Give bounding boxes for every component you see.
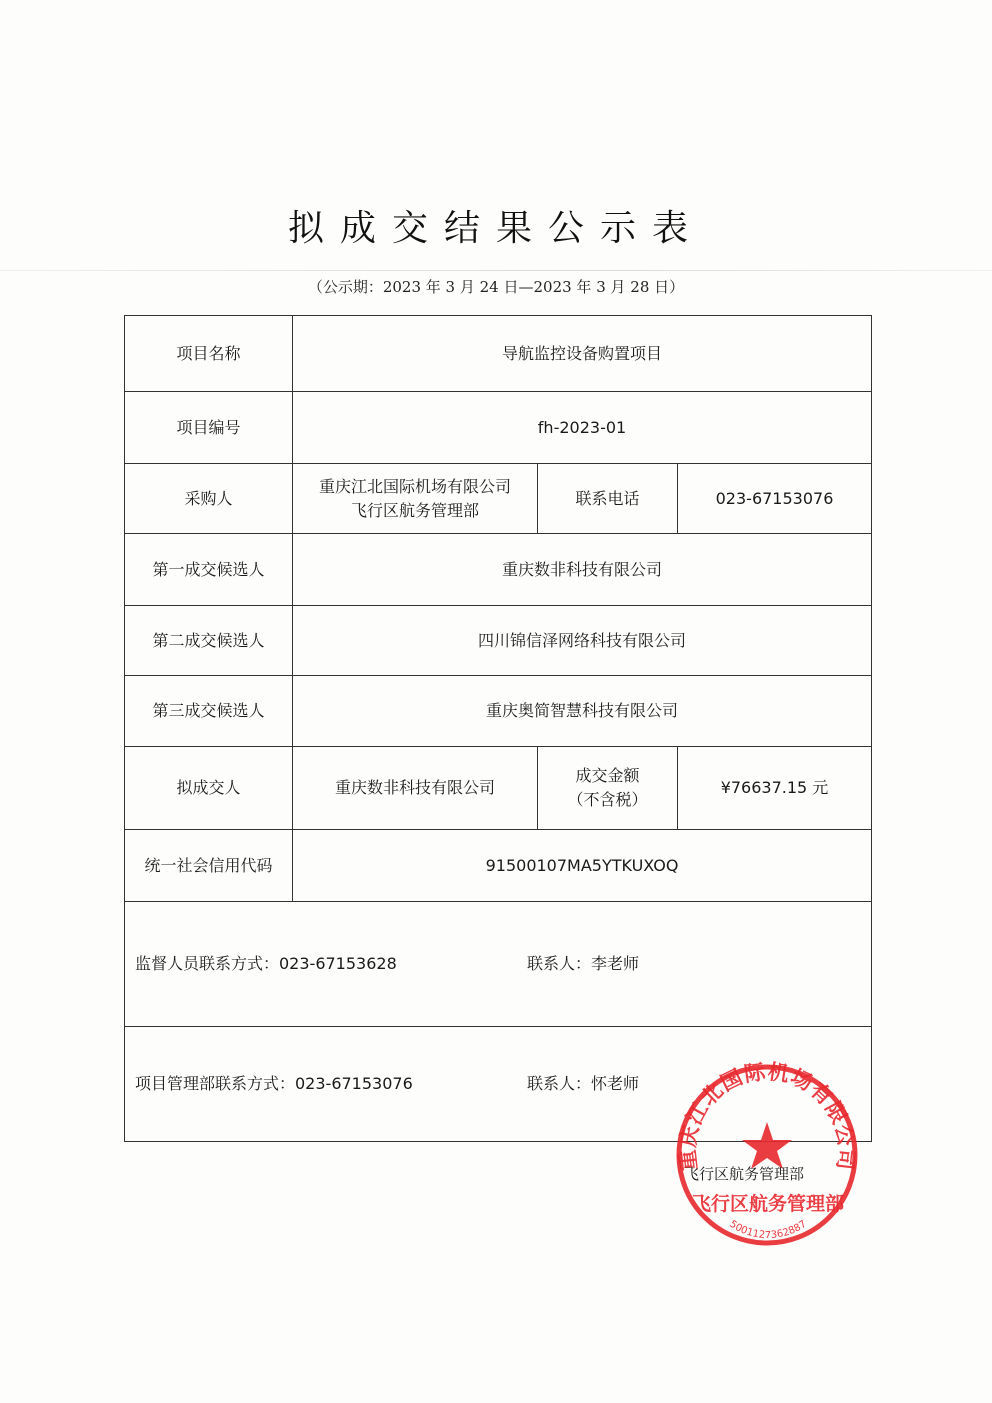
table-row xyxy=(125,464,872,534)
table-row xyxy=(125,747,872,830)
buyer-line-2: 飞行区航务管理部 xyxy=(350,500,479,520)
mgmt-contact: 项目管理部联系方式：023-67153076 xyxy=(135,1074,413,1093)
seal-center-text: 飞行区航务管理部 xyxy=(691,1193,845,1215)
table-row xyxy=(125,676,872,747)
credit-code-label: 统一社会信用代码 xyxy=(125,830,293,902)
candidate2-value: 四川锦信泽网络科技有限公司 xyxy=(293,606,872,676)
project-name-label: 项目名称 xyxy=(125,316,293,392)
credit-code-value: 91500107MA5YTKUXOQ xyxy=(293,830,872,902)
table-row xyxy=(125,316,872,392)
table-row xyxy=(125,830,872,902)
phone-value: 023-67153076 xyxy=(678,464,872,534)
buyer-label: 采购人 xyxy=(125,464,293,534)
table-row xyxy=(125,606,872,676)
amount-label xyxy=(538,747,678,830)
supervisor-contact-cell xyxy=(125,902,872,1027)
official-seal xyxy=(672,1060,862,1250)
mgmt-person: 联系人：怀老师 xyxy=(527,1074,640,1093)
candidate3-label: 第三成交候选人 xyxy=(125,676,293,747)
candidate1-value: 重庆数非科技有限公司 xyxy=(293,534,872,606)
winner-value: 重庆数非科技有限公司 xyxy=(293,747,538,830)
project-name-value: 导航监控设备购置项目 xyxy=(293,316,872,392)
supervisor-contact: 监督人员联系方式：023-67153628 xyxy=(135,954,397,973)
supervisor-contact-line xyxy=(135,952,865,976)
candidate3-value: 重庆奥简智慧科技有限公司 xyxy=(293,676,872,747)
supervisor-person: 联系人：李老师 xyxy=(527,954,640,973)
seal-arc-text: 重庆江北国际机场有限公司 xyxy=(675,1060,859,1173)
project-no-value: fh-2023-01 xyxy=(293,392,872,464)
candidate1-label: 第一成交候选人 xyxy=(125,534,293,606)
star-icon xyxy=(742,1122,792,1169)
buyer-line-1: 重庆江北国际机场有限公司 xyxy=(318,476,511,496)
scan-line xyxy=(0,270,992,271)
publicity-period: （公示期：2023 年 3 月 24 日—2023 年 3 月 28 日） xyxy=(307,278,685,296)
table-row xyxy=(125,392,872,464)
amount-label-line-2: （不含税） xyxy=(567,790,648,809)
document-title: 拟成交结果公示表 xyxy=(287,208,704,249)
department-name-text: 飞行区航务管理部 xyxy=(684,1165,805,1183)
phone-label: 联系电话 xyxy=(538,464,678,534)
seal-code: 5001127362887 xyxy=(727,1218,809,1242)
result-table xyxy=(124,315,872,1142)
amount-value: ¥76637.15 元 xyxy=(678,747,872,830)
amount-label-line-1: 成交金额 xyxy=(575,766,640,785)
table-row xyxy=(125,534,872,606)
buyer-value xyxy=(293,464,538,534)
candidate2-label: 第二成交候选人 xyxy=(125,606,293,676)
winner-label: 拟成交人 xyxy=(125,747,293,830)
table-row xyxy=(125,902,872,1027)
project-no-label: 项目编号 xyxy=(125,392,293,464)
